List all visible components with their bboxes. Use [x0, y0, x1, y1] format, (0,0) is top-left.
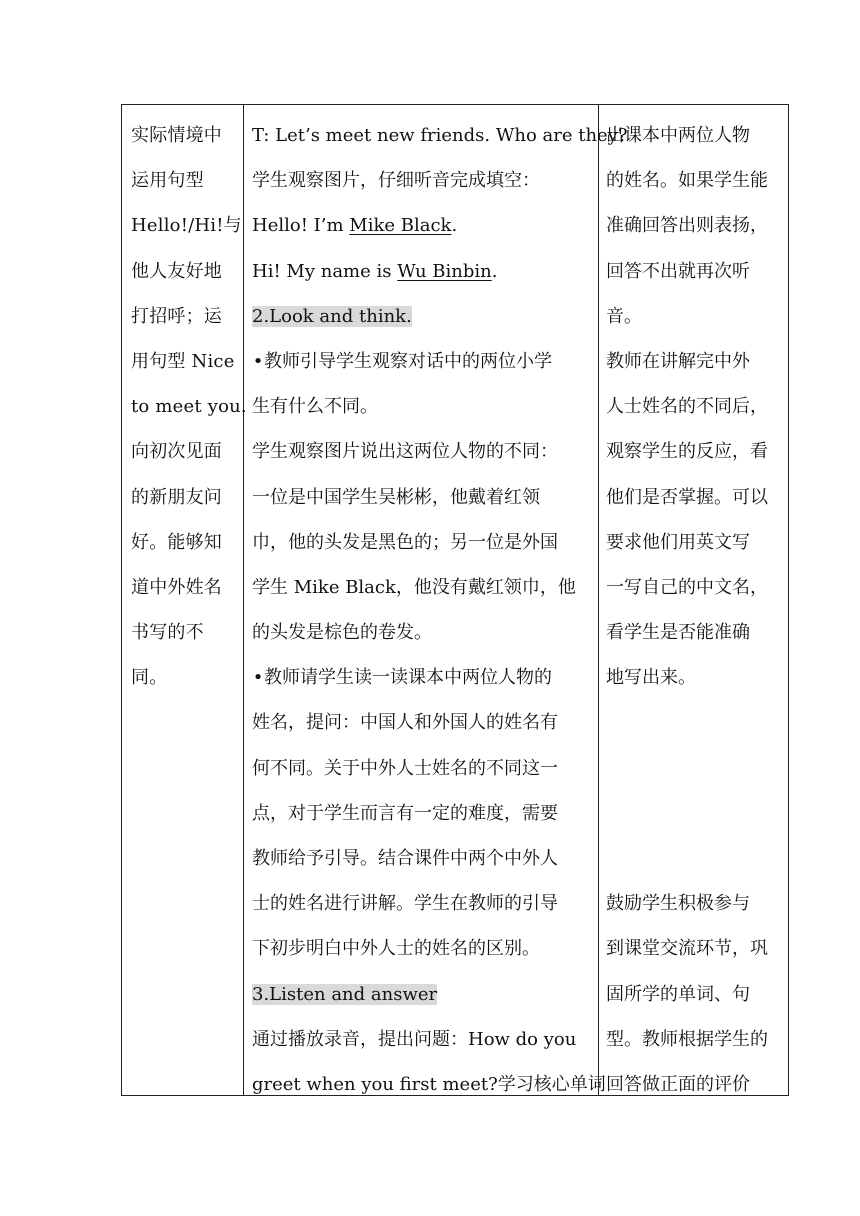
blank-answer-mike-black: Mike Black — [349, 215, 452, 237]
evaluation-line: 一写自己的中文名， — [606, 576, 768, 598]
activity-line: •教师引导学生观察对话中的两位小学 — [252, 339, 600, 384]
activity-line: 一位是中国学生吴彬彬，他戴着红领 — [252, 486, 540, 508]
activity-line: Hello! I’m Mike Black. — [252, 215, 458, 237]
evaluation-line: 要求他们用英文写 — [606, 531, 750, 553]
evaluation-line: 教师在讲解完中外 — [606, 350, 750, 372]
activity-line: 学生观察图片，仔细听音完成填空： — [252, 170, 540, 192]
activity-line: Hi! My name is Wu Binbin. — [252, 260, 498, 282]
evaluation-line: 地写出来。 — [606, 667, 696, 689]
activity-line: 生有什么不同。 — [252, 396, 378, 418]
activity-line: 的头发是棕色的卷发。 — [252, 622, 432, 644]
objectives-line: to meet you. — [131, 396, 247, 418]
objectives-line: 他人友好地 — [131, 260, 222, 282]
objectives-line: 道中外姓名 — [131, 576, 222, 598]
objectives-line: 打招呼；运 — [131, 305, 222, 327]
objectives-line: 向初次见面 — [131, 441, 222, 463]
evaluation-line: 看学生是否能准确 — [606, 622, 750, 644]
objectives-line: 好。能够知 — [131, 531, 222, 553]
section-heading-look-and-think: 2.Look and think. — [252, 305, 412, 327]
activity-line: 通过播放录音，提出问题：How do you — [252, 1028, 577, 1050]
activities-cell — [252, 113, 628, 1107]
lesson-plan-table — [121, 104, 789, 1096]
activity-line: 下初步明白中外人士的姓名的区别。 — [252, 938, 540, 960]
activity-line: 学生观察图片说出这两位人物的不同： — [252, 441, 558, 463]
evaluation-line: 鼓励学生积极参与 — [606, 893, 750, 915]
activity-line: •教师请学生读一读课本中两位人物的 — [252, 655, 600, 700]
evaluation-line: 回答做正面的评价 — [606, 1073, 750, 1095]
activity-line: 姓名，提问：中国人和外国人的姓名有 — [252, 712, 558, 734]
objectives-line: Hello!/Hi!与 — [131, 215, 242, 237]
blank-answer-wu-binbin: Wu Binbin — [397, 260, 492, 282]
evaluation-line: 出课本中两位人物 — [606, 125, 750, 146]
evaluation-line: 准确回答出则表扬， — [606, 215, 768, 237]
evaluation-line — [606, 746, 782, 791]
activity-line: 点，对于学生而言有一定的难度，需要 — [252, 802, 558, 824]
activity-line: 教师给予引导。结合课件中两个中外人 — [252, 848, 558, 869]
evaluation-cell — [606, 113, 782, 1107]
bullet-icon: • — [252, 667, 264, 689]
section-heading-listen-and-answer: 3.Listen and answer — [252, 983, 438, 1005]
objectives-line: 的新朋友问 — [131, 486, 222, 508]
evaluation-line: 人士姓名的不同后， — [606, 396, 768, 418]
column-divider — [243, 105, 244, 1095]
evaluation-line: 观察学生的反应，看 — [606, 441, 768, 463]
objectives-line: 运用句型 — [131, 170, 204, 192]
evaluation-line — [606, 700, 782, 745]
evaluation-line: 型。教师根据学生的 — [606, 1028, 768, 1050]
activity-line: 巾，他的头发是黑色的；另一位是外国 — [252, 531, 558, 553]
evaluation-line: 到课堂交流环节，巩 — [606, 938, 768, 960]
evaluation-line: 固所学的单词、句 — [606, 983, 750, 1005]
evaluation-line — [606, 836, 782, 881]
bullet-icon: • — [252, 350, 264, 372]
objectives-line: 用句型 Nice — [131, 350, 235, 372]
objectives-cell — [131, 113, 247, 700]
evaluation-line: 音。 — [606, 305, 642, 327]
activity-line: T: Let’s meet new friends. Who are they? — [252, 125, 628, 146]
objectives-line: 书写的不 — [131, 622, 204, 644]
activity-line: 士的姓名进行讲解。学生在教师的引导 — [252, 893, 558, 915]
evaluation-line: 的姓名。如果学生能 — [606, 170, 768, 192]
activity-line: 学生 Mike Black，他没有戴红领巾，他 — [252, 576, 576, 598]
objectives-line: 同。 — [131, 667, 168, 689]
evaluation-line: 回答不出就再次听 — [606, 260, 750, 282]
objectives-line: 实际情境中 — [131, 125, 222, 146]
evaluation-line — [606, 791, 782, 836]
activity-line: greet when you first meet?学习核心单词 — [252, 1073, 606, 1095]
evaluation-line: 他们是否掌握。可以 — [606, 486, 768, 508]
activity-line: 何不同。关于中外人士姓名的不同这一 — [252, 757, 558, 779]
